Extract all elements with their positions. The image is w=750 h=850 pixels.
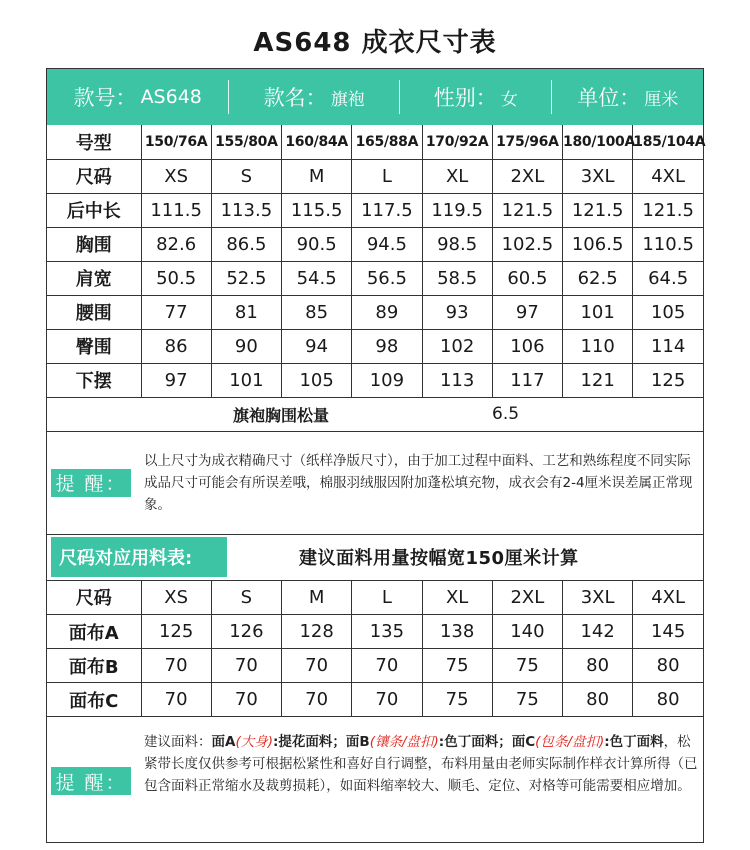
table-cell: M xyxy=(282,159,352,193)
style-name-value: 旗袍 xyxy=(330,89,365,110)
table-cell: 125 xyxy=(633,363,703,397)
fabric-reminder xyxy=(47,717,703,842)
table-cell: XL xyxy=(422,159,492,193)
table-cell: 150/76A xyxy=(141,125,211,159)
table-cell: 121.5 xyxy=(633,193,703,227)
reminder-badge: 提 醒： xyxy=(51,469,131,497)
table-cell: 106 xyxy=(492,329,562,363)
table-cell: 117 xyxy=(492,363,562,397)
size-reminder xyxy=(47,432,703,535)
table-row xyxy=(47,581,703,615)
table-row xyxy=(47,227,703,261)
row-label: 后中长 xyxy=(47,193,141,227)
table-cell: 82.6 xyxy=(141,227,211,261)
table-cell: 50.5 xyxy=(141,261,211,295)
row-label: 下摆 xyxy=(47,363,141,397)
chest-ease-label: 旗袍胸围松量 xyxy=(233,405,330,425)
table-row xyxy=(47,261,703,295)
table-cell: 145 xyxy=(633,615,703,649)
fabric-c-label: 面C xyxy=(511,734,536,750)
table-cell: 93 xyxy=(422,295,492,329)
table-row xyxy=(47,159,703,193)
table-cell: S xyxy=(211,159,281,193)
fabric-b-hint: (镶条/盘扣) xyxy=(369,734,439,750)
header-bar xyxy=(47,69,703,125)
table-cell: 115.5 xyxy=(282,193,352,227)
table-cell: 80 xyxy=(563,683,633,717)
reminder-badge: 提 醒： xyxy=(51,767,131,795)
row-label: 面布B xyxy=(47,649,141,683)
table-cell: 185/104A xyxy=(633,125,703,159)
table-row xyxy=(47,329,703,363)
table-cell: 128 xyxy=(282,615,352,649)
chest-ease-value: 6.5 xyxy=(492,404,520,424)
table-cell: 106.5 xyxy=(563,227,633,261)
table-cell: 80 xyxy=(633,683,703,717)
table-cell: 4XL xyxy=(633,581,703,615)
table-cell: 105 xyxy=(282,363,352,397)
table-cell: 56.5 xyxy=(352,261,422,295)
table-cell: 125 xyxy=(141,615,211,649)
table-cell: 102 xyxy=(422,329,492,363)
table-cell: 80 xyxy=(633,649,703,683)
table-cell: 97 xyxy=(141,363,211,397)
table-cell: 3XL xyxy=(563,159,633,193)
table-cell: 160/84A xyxy=(282,125,352,159)
fabric-a-material: :提花面料； xyxy=(273,734,346,750)
table-row xyxy=(47,615,703,649)
table-cell: 110.5 xyxy=(633,227,703,261)
table-cell: 175/96A xyxy=(492,125,562,159)
table-cell: 2XL xyxy=(492,581,562,615)
table-cell: 86 xyxy=(141,329,211,363)
table-cell: 70 xyxy=(352,683,422,717)
style-name-label: 款名： xyxy=(263,86,327,110)
fabric-section-header xyxy=(47,535,703,581)
table-cell: 126 xyxy=(211,615,281,649)
table-cell: 81 xyxy=(211,295,281,329)
row-label: 面布C xyxy=(47,683,141,717)
table-row xyxy=(47,193,703,227)
table-row xyxy=(47,683,703,717)
table-cell: 75 xyxy=(492,649,562,683)
table-cell: 102.5 xyxy=(492,227,562,261)
gender-value: 女 xyxy=(500,89,518,110)
fabric-calc-note: 建议面料用量按幅宽150厘米计算 xyxy=(299,548,579,569)
table-cell: 75 xyxy=(422,649,492,683)
table-cell: 111.5 xyxy=(141,193,211,227)
size-chart-frame xyxy=(46,68,704,843)
table-cell: 109 xyxy=(352,363,422,397)
table-cell: 70 xyxy=(282,649,352,683)
unit-value: 厘米 xyxy=(644,89,679,110)
table-cell: 70 xyxy=(282,683,352,717)
table-cell: 60.5 xyxy=(492,261,562,295)
gender-label: 性别： xyxy=(433,86,497,110)
table-cell: 117.5 xyxy=(352,193,422,227)
table-cell: 64.5 xyxy=(633,261,703,295)
table-cell: 52.5 xyxy=(211,261,281,295)
unit-cell xyxy=(552,69,703,125)
table-cell: XL xyxy=(422,581,492,615)
table-cell: 119.5 xyxy=(422,193,492,227)
table-cell: L xyxy=(352,159,422,193)
table-cell: XS xyxy=(141,581,211,615)
fabric-c-material: :色丁面料 xyxy=(604,734,664,750)
fabric-intro: 建议面料： xyxy=(144,734,212,750)
fabric-table-title: 尺码对应用料表: xyxy=(51,537,227,577)
row-label: 臀围 xyxy=(47,329,141,363)
table-cell: 85 xyxy=(282,295,352,329)
table-cell: 121.5 xyxy=(563,193,633,227)
size-table xyxy=(47,125,706,398)
table-cell: 4XL xyxy=(633,159,703,193)
table-cell: 2XL xyxy=(492,159,562,193)
fabric-b-label: 面B xyxy=(345,734,370,750)
table-cell: S xyxy=(211,581,281,615)
table-cell: 135 xyxy=(352,615,422,649)
table-cell: 165/88A xyxy=(352,125,422,159)
unit-label: 单位： xyxy=(577,86,641,110)
row-label: 号型 xyxy=(47,125,141,159)
table-cell: 70 xyxy=(141,649,211,683)
table-cell: 94 xyxy=(282,329,352,363)
table-cell: 54.5 xyxy=(282,261,352,295)
table-row xyxy=(47,125,703,159)
table-row xyxy=(47,649,703,683)
fabric-notes: ，松紧带长度仅供参考可根据松紧性和喜好自行调整，布料用量由老师实际制作样衣计算所得（已包含面料正常缩水及裁剪损耗），如面料缩率较大、顺毛、定位、对格等可能需要相应增加。 xyxy=(144,734,698,794)
table-cell: 58.5 xyxy=(422,261,492,295)
size-reminder-text: 以上尺寸为成衣精确尺寸（纸样净版尺寸），由于加工过程中面料、工艺和熟练程度不同实际成品尺寸可能会有所误差哦，棉服羽绒服因附加蓬松填充物，成衣会有2-4厘米误差属正常现象。 xyxy=(144,452,693,513)
table-cell: 98.5 xyxy=(422,227,492,261)
table-cell: 70 xyxy=(141,683,211,717)
table-cell: 101 xyxy=(211,363,281,397)
row-label: 腰围 xyxy=(47,295,141,329)
table-cell: XS xyxy=(141,159,211,193)
table-row xyxy=(47,363,703,397)
table-cell: 86.5 xyxy=(211,227,281,261)
page-title: AS648 成衣尺寸表 xyxy=(253,28,497,58)
table-cell: 80 xyxy=(563,649,633,683)
table-cell: 62.5 xyxy=(563,261,633,295)
table-cell: 140 xyxy=(492,615,562,649)
table-cell: 90.5 xyxy=(282,227,352,261)
table-cell: 142 xyxy=(563,615,633,649)
table-cell: 138 xyxy=(422,615,492,649)
row-label: 面布A xyxy=(47,615,141,649)
table-cell: 121 xyxy=(563,363,633,397)
style-number-value: AS648 xyxy=(140,86,202,108)
table-cell: 155/80A xyxy=(211,125,281,159)
fabric-c-hint: (包条/盘扣) xyxy=(535,734,605,750)
table-cell: 110 xyxy=(563,329,633,363)
table-cell: 70 xyxy=(352,649,422,683)
table-cell: 113.5 xyxy=(211,193,281,227)
row-label: 尺码 xyxy=(47,159,141,193)
row-label: 肩宽 xyxy=(47,261,141,295)
table-cell: 70 xyxy=(211,649,281,683)
table-cell: 121.5 xyxy=(492,193,562,227)
table-cell: 170/92A xyxy=(422,125,492,159)
table-cell: 75 xyxy=(492,683,562,717)
table-cell: 113 xyxy=(422,363,492,397)
table-cell: 89 xyxy=(352,295,422,329)
style-number-label: 款号： xyxy=(73,86,137,110)
table-cell: 105 xyxy=(633,295,703,329)
gender-cell xyxy=(400,69,552,125)
table-cell: 97 xyxy=(492,295,562,329)
table-row xyxy=(47,295,703,329)
table-cell: 114 xyxy=(633,329,703,363)
table-cell: M xyxy=(282,581,352,615)
chest-ease-row xyxy=(47,398,703,432)
table-cell: 3XL xyxy=(563,581,633,615)
fabric-a-label: 面A xyxy=(211,734,236,750)
row-label: 尺码 xyxy=(47,581,141,615)
table-cell: 94.5 xyxy=(352,227,422,261)
fabric-table xyxy=(47,581,703,718)
table-cell: 77 xyxy=(141,295,211,329)
table-cell: 101 xyxy=(563,295,633,329)
style-number-cell xyxy=(47,69,228,125)
fabric-b-material: :色丁面料； xyxy=(438,734,512,750)
table-cell: L xyxy=(352,581,422,615)
table-cell: 90 xyxy=(211,329,281,363)
fabric-a-hint: (大身) xyxy=(235,734,273,750)
table-cell: 75 xyxy=(422,683,492,717)
table-cell: 98 xyxy=(352,329,422,363)
table-cell: 180/100A xyxy=(563,125,633,159)
fabric-reminder-text xyxy=(144,731,698,797)
table-cell: 70 xyxy=(211,683,281,717)
style-name-cell xyxy=(229,69,398,125)
row-label: 胸围 xyxy=(47,227,141,261)
